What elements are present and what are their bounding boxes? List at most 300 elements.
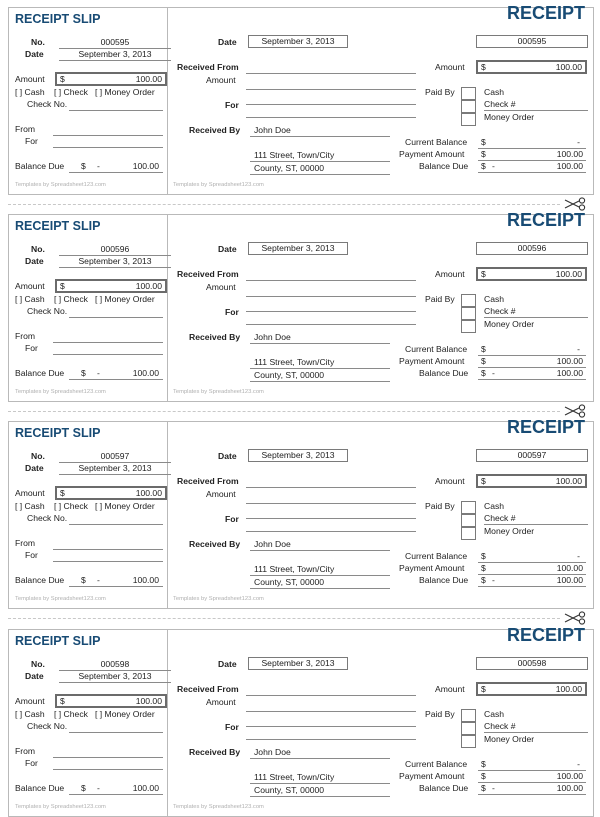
slip-for-label: For bbox=[25, 758, 38, 768]
slip-title: RECEIPT SLIP bbox=[15, 634, 101, 648]
current-balance-field[interactable] bbox=[478, 551, 586, 563]
slip-for-field[interactable] bbox=[53, 758, 163, 770]
slip-amount-value: 100.00 bbox=[135, 281, 162, 291]
money-order-label: Money Order bbox=[484, 112, 535, 122]
receipt-footer: Templates by Spreadsheet123.com bbox=[173, 182, 264, 188]
payment-amount-currency: $ bbox=[481, 563, 486, 573]
address-line1: 111 Street, Town/City bbox=[254, 564, 335, 574]
payment-amount-value: 100.00 bbox=[556, 356, 583, 366]
receipt-number-field[interactable] bbox=[476, 242, 588, 255]
slip-check-no-label: Check No. bbox=[27, 721, 68, 731]
received-from-field[interactable] bbox=[246, 62, 416, 74]
slip-date-field[interactable] bbox=[59, 671, 171, 683]
address-line2: County, ST, 00000 bbox=[254, 577, 325, 587]
received-from-label: Received From bbox=[177, 684, 239, 694]
slip-from-label: From bbox=[15, 746, 36, 756]
receipt-date-label: Date bbox=[218, 37, 237, 47]
slip-balance-currency: $ bbox=[81, 368, 86, 378]
slip-amount-currency: $ bbox=[60, 281, 65, 291]
receipt-date-label: Date bbox=[218, 659, 237, 669]
payment-amount-label: Payment Amount bbox=[399, 149, 465, 159]
received-by-value: John Doe bbox=[254, 332, 291, 342]
slip-no-label: No. bbox=[31, 244, 45, 254]
slip-balance-dash: - bbox=[97, 368, 100, 378]
slip-balance-value: 100.00 bbox=[132, 783, 159, 793]
receipt-amount-currency: $ bbox=[481, 62, 486, 72]
payment-amount-field[interactable] bbox=[478, 149, 586, 161]
current-balance-currency: $ bbox=[481, 344, 486, 354]
receipt-date-value: September 3, 2013 bbox=[261, 450, 335, 460]
money-order-checkbox[interactable] bbox=[461, 320, 476, 333]
slip-money-order-option[interactable]: [ ] Money Order bbox=[95, 87, 155, 97]
slip-check-no-field[interactable] bbox=[69, 513, 163, 525]
current-balance-value: - bbox=[577, 759, 580, 769]
receipt-date-field[interactable] bbox=[248, 449, 348, 462]
slip-from-field[interactable] bbox=[53, 538, 163, 550]
receipt-date-value: September 3, 2013 bbox=[261, 658, 335, 668]
received-by-field[interactable] bbox=[250, 125, 390, 137]
receipt-balance-due-label: Balance Due bbox=[419, 575, 469, 585]
amount-words-label: Amount bbox=[206, 697, 236, 707]
for-field[interactable] bbox=[246, 106, 416, 118]
receipt-balance-dash: - bbox=[492, 161, 495, 171]
address-line2: County, ST, 00000 bbox=[254, 785, 325, 795]
check-checkbox[interactable] bbox=[461, 722, 476, 735]
receipt-card bbox=[8, 210, 594, 402]
receipt-amount-currency: $ bbox=[481, 269, 486, 279]
address-line1-field[interactable] bbox=[250, 357, 390, 369]
address-line2-field[interactable] bbox=[250, 785, 390, 797]
slip-for-label: For bbox=[25, 550, 38, 560]
slip-cash-option[interactable]: [ ] Cash bbox=[15, 294, 45, 304]
receipt-date-label: Date bbox=[218, 244, 237, 254]
slip-balance-currency: $ bbox=[81, 575, 86, 585]
address-line1: 111 Street, Town/City bbox=[254, 772, 335, 782]
payment-amount-value: 100.00 bbox=[556, 771, 583, 781]
slip-no-value: 000596 bbox=[100, 244, 130, 254]
receipt-amount-currency: $ bbox=[481, 684, 486, 694]
slip-from-label: From bbox=[15, 538, 36, 548]
received-by-value: John Doe bbox=[254, 747, 291, 757]
for-label: For bbox=[225, 307, 239, 317]
slip-no-field[interactable] bbox=[59, 244, 171, 256]
slip-date-label: Date bbox=[25, 463, 44, 473]
slip-amount-field[interactable] bbox=[55, 694, 167, 708]
paid-by-label: Paid By bbox=[425, 294, 455, 304]
check-hash-label: Check # bbox=[484, 99, 516, 109]
address-line1-field[interactable] bbox=[250, 772, 390, 784]
slip-amount-value: 100.00 bbox=[135, 696, 162, 706]
received-from-label: Received From bbox=[177, 269, 239, 279]
slip-footer: Templates by Spreadsheet123.com bbox=[15, 182, 106, 188]
slip-title: RECEIPT SLIP bbox=[15, 12, 101, 26]
slip-footer: Templates by Spreadsheet123.com bbox=[15, 804, 106, 810]
received-by-label: Received By bbox=[189, 747, 241, 757]
receipt-balance-value: 100.00 bbox=[556, 161, 583, 171]
payment-amount-field[interactable] bbox=[478, 563, 586, 575]
money-order-label: Money Order bbox=[484, 319, 535, 329]
slip-from-label: From bbox=[15, 331, 36, 341]
slip-balance-dash: - bbox=[97, 161, 100, 171]
address-line2-field[interactable] bbox=[250, 163, 390, 175]
slip-check-no-field[interactable] bbox=[69, 721, 163, 733]
slip-date-value: September 3, 2013 bbox=[78, 463, 152, 473]
slip-balance-due-field[interactable] bbox=[69, 575, 163, 587]
receipt-number-value: 000597 bbox=[517, 450, 547, 460]
amount-words-field-2[interactable] bbox=[246, 93, 416, 105]
receipt-balance-value: 100.00 bbox=[556, 575, 583, 585]
receipt-date-field[interactable] bbox=[248, 35, 348, 48]
slip-check-option[interactable]: [ ] Check bbox=[54, 87, 88, 97]
slip-balance-due-field[interactable] bbox=[69, 161, 163, 173]
slip-balance-due-label: Balance Due bbox=[15, 161, 65, 171]
slip-balance-due-label: Balance Due bbox=[15, 575, 65, 585]
slip-date-value: September 3, 2013 bbox=[78, 49, 152, 59]
slip-check-option[interactable]: [ ] Check bbox=[54, 501, 88, 511]
check-hash-label: Check # bbox=[484, 513, 516, 523]
cut-line bbox=[8, 204, 560, 205]
current-balance-label: Current Balance bbox=[405, 344, 468, 354]
receipt-footer: Templates by Spreadsheet123.com bbox=[173, 804, 264, 810]
slip-balance-value: 100.00 bbox=[132, 161, 159, 171]
receipt-footer: Templates by Spreadsheet123.com bbox=[173, 389, 264, 395]
slip-no-field[interactable] bbox=[59, 659, 171, 671]
cash-label: Cash bbox=[484, 294, 505, 304]
receipt-balance-due-field[interactable] bbox=[478, 161, 586, 173]
slip-no-label: No. bbox=[31, 451, 45, 461]
slip-amount-label: Amount bbox=[15, 281, 45, 291]
amount-words-field-2[interactable] bbox=[246, 300, 416, 312]
receipt-balance-due-field[interactable] bbox=[478, 783, 586, 795]
amount-words-field[interactable] bbox=[246, 78, 416, 90]
received-by-field[interactable] bbox=[250, 332, 390, 344]
check-checkbox[interactable] bbox=[461, 307, 476, 320]
slip-check-option[interactable]: [ ] Check bbox=[54, 294, 88, 304]
received-from-field[interactable] bbox=[246, 269, 416, 281]
slip-no-value: 000598 bbox=[100, 659, 130, 669]
check-number-field[interactable] bbox=[484, 99, 588, 111]
receipt-number-value: 000595 bbox=[517, 36, 547, 46]
slip-from-label: From bbox=[15, 124, 36, 134]
slip-amount-currency: $ bbox=[60, 74, 65, 84]
receipt-balance-value: 100.00 bbox=[556, 368, 583, 378]
receipt-amount-field[interactable] bbox=[476, 267, 587, 281]
payment-amount-field[interactable] bbox=[478, 771, 586, 783]
check-number-field[interactable] bbox=[484, 721, 588, 733]
slip-money-order-option[interactable]: [ ] Money Order bbox=[95, 709, 155, 719]
received-by-field[interactable] bbox=[250, 747, 390, 759]
cut-line bbox=[8, 411, 560, 412]
slip-check-no-field[interactable] bbox=[69, 99, 163, 111]
current-balance-field[interactable] bbox=[478, 344, 586, 356]
receipt-date-value: September 3, 2013 bbox=[261, 243, 335, 253]
received-by-field[interactable] bbox=[250, 539, 390, 551]
check-hash-label: Check # bbox=[484, 306, 516, 316]
slip-amount-label: Amount bbox=[15, 696, 45, 706]
receipt-amount-value: 100.00 bbox=[555, 684, 582, 694]
slip-balance-dash: - bbox=[97, 575, 100, 585]
receipt-card bbox=[8, 3, 594, 195]
money-order-checkbox[interactable] bbox=[461, 735, 476, 748]
receipt-number-value: 000596 bbox=[517, 243, 547, 253]
slip-date-label: Date bbox=[25, 256, 44, 266]
receipt-date-field[interactable] bbox=[248, 657, 348, 670]
slip-amount-currency: $ bbox=[60, 488, 65, 498]
stub-divider bbox=[167, 8, 168, 194]
slip-no-label: No. bbox=[31, 659, 45, 669]
received-by-label: Received By bbox=[189, 539, 241, 549]
current-balance-label: Current Balance bbox=[405, 137, 468, 147]
slip-date-field[interactable] bbox=[59, 463, 171, 475]
receipt-amount-currency: $ bbox=[481, 476, 486, 486]
slip-from-field[interactable] bbox=[53, 746, 163, 758]
slip-check-no-field[interactable] bbox=[69, 306, 163, 318]
for-label: For bbox=[225, 100, 239, 110]
received-by-label: Received By bbox=[189, 332, 241, 342]
slip-footer: Templates by Spreadsheet123.com bbox=[15, 596, 106, 602]
receipt-title: RECEIPT bbox=[506, 210, 585, 230]
current-balance-currency: $ bbox=[481, 551, 486, 561]
receipt-number-value: 000598 bbox=[517, 658, 547, 668]
receipt-balance-due-field[interactable] bbox=[478, 368, 586, 380]
for-label: For bbox=[225, 514, 239, 524]
slip-date-value: September 3, 2013 bbox=[78, 256, 152, 266]
amount-words-field[interactable] bbox=[246, 492, 416, 504]
received-by-value: John Doe bbox=[254, 125, 291, 135]
receipt-balance-due-label: Balance Due bbox=[419, 161, 469, 171]
stub-divider bbox=[167, 630, 168, 816]
amount-words-label: Amount bbox=[206, 75, 236, 85]
payment-amount-currency: $ bbox=[481, 356, 486, 366]
slip-cash-option[interactable]: [ ] Cash bbox=[15, 709, 45, 719]
current-balance-field[interactable] bbox=[478, 137, 586, 149]
receipt-title: RECEIPT bbox=[506, 417, 585, 437]
amount-words-field-2[interactable] bbox=[246, 507, 416, 519]
slip-balance-due-label: Balance Due bbox=[15, 368, 65, 378]
address-line2: County, ST, 00000 bbox=[254, 370, 325, 380]
check-hash-label: Check # bbox=[484, 721, 516, 731]
payment-amount-label: Payment Amount bbox=[399, 563, 465, 573]
receipt-balance-currency: $ bbox=[481, 575, 486, 585]
receipt-card bbox=[8, 417, 594, 609]
amount-words-field[interactable] bbox=[246, 700, 416, 712]
receipt-balance-value: 100.00 bbox=[556, 783, 583, 793]
address-line2: County, ST, 00000 bbox=[254, 163, 325, 173]
cash-label: Cash bbox=[484, 87, 505, 97]
receipt-amount-label: Amount bbox=[435, 476, 465, 486]
receipt-amount-label: Amount bbox=[435, 62, 465, 72]
receipt-balance-due-field[interactable] bbox=[478, 575, 586, 587]
received-from-field[interactable] bbox=[246, 684, 416, 696]
for-label: For bbox=[225, 722, 239, 732]
slip-no-value: 000595 bbox=[100, 37, 130, 47]
payment-amount-currency: $ bbox=[481, 149, 486, 159]
cash-checkbox[interactable] bbox=[461, 501, 476, 514]
money-order-label: Money Order bbox=[484, 734, 535, 744]
address-line2-field[interactable] bbox=[250, 370, 390, 382]
slip-footer: Templates by Spreadsheet123.com bbox=[15, 389, 106, 395]
payment-amount-value: 100.00 bbox=[556, 563, 583, 573]
slip-no-label: No. bbox=[31, 37, 45, 47]
slip-title: RECEIPT SLIP bbox=[15, 219, 101, 233]
slip-amount-field[interactable] bbox=[55, 72, 167, 86]
receipt-date-value: September 3, 2013 bbox=[261, 36, 335, 46]
paid-by-label: Paid By bbox=[425, 501, 455, 511]
address-line1-field[interactable] bbox=[250, 150, 390, 162]
amount-words-field-2[interactable] bbox=[246, 715, 416, 727]
payment-amount-label: Payment Amount bbox=[399, 771, 465, 781]
cash-checkbox[interactable] bbox=[461, 87, 476, 100]
paid-by-label: Paid By bbox=[425, 87, 455, 97]
money-order-label: Money Order bbox=[484, 526, 535, 536]
receipt-amount-field[interactable] bbox=[476, 60, 587, 74]
check-checkbox[interactable] bbox=[461, 514, 476, 527]
scissors-icon bbox=[564, 197, 586, 211]
current-balance-label: Current Balance bbox=[405, 551, 468, 561]
received-from-label: Received From bbox=[177, 476, 239, 486]
slip-date-label: Date bbox=[25, 49, 44, 59]
receipt-balance-currency: $ bbox=[481, 161, 486, 171]
slip-balance-value: 100.00 bbox=[132, 368, 159, 378]
receipt-number-field[interactable] bbox=[476, 35, 588, 48]
receipt-balance-due-label: Balance Due bbox=[419, 783, 469, 793]
current-balance-currency: $ bbox=[481, 137, 486, 147]
slip-balance-value: 100.00 bbox=[132, 575, 159, 585]
receipt-amount-value: 100.00 bbox=[555, 62, 582, 72]
slip-amount-field[interactable] bbox=[55, 279, 167, 293]
payment-amount-field[interactable] bbox=[478, 356, 586, 368]
receipt-number-field[interactable] bbox=[476, 657, 588, 670]
amount-words-field[interactable] bbox=[246, 285, 416, 297]
receipt-amount-field[interactable] bbox=[476, 474, 587, 488]
slip-date-field[interactable] bbox=[59, 49, 171, 61]
slip-date-label: Date bbox=[25, 671, 44, 681]
slip-from-field[interactable] bbox=[53, 124, 163, 136]
slip-cash-option[interactable]: [ ] Cash bbox=[15, 501, 45, 511]
slip-amount-label: Amount bbox=[15, 74, 45, 84]
slip-money-order-option[interactable]: [ ] Money Order bbox=[95, 294, 155, 304]
for-field[interactable] bbox=[246, 728, 416, 740]
slip-balance-due-field[interactable] bbox=[69, 783, 163, 795]
current-balance-value: - bbox=[577, 137, 580, 147]
slip-balance-currency: $ bbox=[81, 161, 86, 171]
money-order-checkbox[interactable] bbox=[461, 527, 476, 540]
cash-label: Cash bbox=[484, 709, 505, 719]
current-balance-currency: $ bbox=[481, 759, 486, 769]
paid-by-label: Paid By bbox=[425, 709, 455, 719]
for-field[interactable] bbox=[246, 313, 416, 325]
stub-divider bbox=[167, 422, 168, 608]
slip-amount-label: Amount bbox=[15, 488, 45, 498]
slip-check-no-label: Check No. bbox=[27, 99, 68, 109]
scissors-icon bbox=[564, 611, 586, 625]
slip-date-field[interactable] bbox=[59, 256, 171, 268]
slip-no-field[interactable] bbox=[59, 37, 171, 49]
amount-words-label: Amount bbox=[206, 489, 236, 499]
receipt-card bbox=[8, 625, 594, 817]
cash-label: Cash bbox=[484, 501, 505, 511]
payment-amount-currency: $ bbox=[481, 771, 486, 781]
check-number-field[interactable] bbox=[484, 306, 588, 318]
receipt-balance-currency: $ bbox=[481, 368, 486, 378]
slip-balance-due-field[interactable] bbox=[69, 368, 163, 380]
receipt-balance-dash: - bbox=[492, 575, 495, 585]
slip-no-field[interactable] bbox=[59, 451, 171, 463]
slip-amount-value: 100.00 bbox=[135, 74, 162, 84]
scissors-icon bbox=[564, 404, 586, 418]
slip-no-value: 000597 bbox=[100, 451, 130, 461]
slip-balance-currency: $ bbox=[81, 783, 86, 793]
amount-words-label: Amount bbox=[206, 282, 236, 292]
cash-checkbox[interactable] bbox=[461, 294, 476, 307]
current-balance-value: - bbox=[577, 551, 580, 561]
address-line1-field[interactable] bbox=[250, 564, 390, 576]
for-field[interactable] bbox=[246, 520, 416, 532]
cash-checkbox[interactable] bbox=[461, 709, 476, 722]
receipt-amount-value: 100.00 bbox=[555, 476, 582, 486]
receipt-number-field[interactable] bbox=[476, 449, 588, 462]
current-balance-field[interactable] bbox=[478, 759, 586, 771]
receipt-balance-currency: $ bbox=[481, 783, 486, 793]
receipt-balance-due-label: Balance Due bbox=[419, 368, 469, 378]
slip-from-field[interactable] bbox=[53, 331, 163, 343]
receipt-amount-field[interactable] bbox=[476, 682, 587, 696]
money-order-checkbox[interactable] bbox=[461, 113, 476, 126]
stub-divider bbox=[167, 215, 168, 401]
slip-for-field[interactable] bbox=[53, 550, 163, 562]
check-number-field[interactable] bbox=[484, 513, 588, 525]
address-line1: 111 Street, Town/City bbox=[254, 357, 335, 367]
slip-check-option[interactable]: [ ] Check bbox=[54, 709, 88, 719]
receipt-title: RECEIPT bbox=[506, 625, 585, 645]
cut-line bbox=[8, 618, 560, 619]
receipt-date-label: Date bbox=[218, 451, 237, 461]
received-from-field[interactable] bbox=[246, 476, 416, 488]
address-line1: 111 Street, Town/City bbox=[254, 150, 335, 160]
slip-for-field[interactable] bbox=[53, 136, 163, 148]
received-by-value: John Doe bbox=[254, 539, 291, 549]
slip-balance-due-label: Balance Due bbox=[15, 783, 65, 793]
slip-title: RECEIPT SLIP bbox=[15, 426, 101, 440]
receipt-amount-label: Amount bbox=[435, 684, 465, 694]
slip-cash-option[interactable]: [ ] Cash bbox=[15, 87, 45, 97]
slip-amount-value: 100.00 bbox=[135, 488, 162, 498]
address-line2-field[interactable] bbox=[250, 577, 390, 589]
payment-amount-label: Payment Amount bbox=[399, 356, 465, 366]
current-balance-value: - bbox=[577, 344, 580, 354]
receipt-footer: Templates by Spreadsheet123.com bbox=[173, 596, 264, 602]
slip-for-label: For bbox=[25, 343, 38, 353]
receipt-title: RECEIPT bbox=[506, 3, 585, 23]
slip-amount-currency: $ bbox=[60, 696, 65, 706]
check-checkbox[interactable] bbox=[461, 100, 476, 113]
receipt-amount-value: 100.00 bbox=[555, 269, 582, 279]
slip-check-no-label: Check No. bbox=[27, 513, 68, 523]
payment-amount-value: 100.00 bbox=[556, 149, 583, 159]
slip-date-value: September 3, 2013 bbox=[78, 671, 152, 681]
slip-money-order-option[interactable]: [ ] Money Order bbox=[95, 501, 155, 511]
slip-amount-field[interactable] bbox=[55, 486, 167, 500]
slip-for-field[interactable] bbox=[53, 343, 163, 355]
received-from-label: Received From bbox=[177, 62, 239, 72]
slip-balance-dash: - bbox=[97, 783, 100, 793]
slip-for-label: For bbox=[25, 136, 38, 146]
received-by-label: Received By bbox=[189, 125, 241, 135]
slip-check-no-label: Check No. bbox=[27, 306, 68, 316]
current-balance-label: Current Balance bbox=[405, 759, 468, 769]
receipt-amount-label: Amount bbox=[435, 269, 465, 279]
receipt-date-field[interactable] bbox=[248, 242, 348, 255]
